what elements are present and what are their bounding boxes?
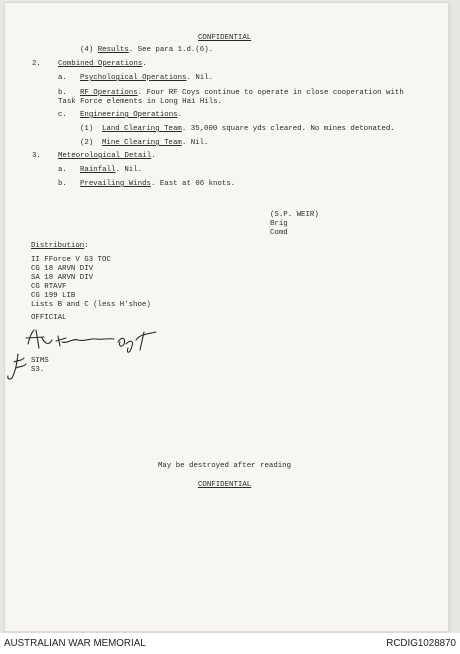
section-2b-line1: RF Operations. Four RF Coys continue to operate in close cooperation with — [80, 89, 404, 97]
section-2a-heading: Psychological Operations — [80, 74, 187, 82]
archive-footer — [0, 633, 460, 654]
section-2b-line2: Task Force elements in Long Hai Hils. — [58, 98, 223, 106]
section-2c2-number: (2) — [80, 139, 94, 147]
distribution-line: CG 199 LIB — [31, 292, 76, 300]
section-3-number: 3. — [32, 152, 41, 160]
distribution-heading-line: Distribution: — [31, 242, 89, 250]
handwritten-signature — [22, 326, 162, 356]
section-2c2-heading: Mine Clearing Team — [102, 139, 182, 147]
section-2c-heading: Engineering Operations — [80, 111, 178, 119]
destroy-note: May be destroyed after reading — [158, 462, 292, 470]
signatory-appointment: S3. — [31, 366, 45, 374]
section-3b-line: Prevailing Winds. East at 06 knots. — [80, 180, 236, 188]
section-3a-line: Rainfall. Nil. — [80, 166, 143, 174]
signature-rank: Brig — [270, 220, 288, 228]
section-2a-letter: a. — [58, 74, 67, 82]
distribution-line: CG RTAVF — [31, 283, 67, 291]
item-4-line — [80, 46, 213, 55]
distribution-heading: Distribution — [31, 242, 85, 250]
item-4-text: . See para 1.d.(6). — [128, 46, 214, 54]
section-3a-letter: a. — [58, 166, 67, 174]
section-2a-line: Psychological Operations. Nil. — [80, 74, 214, 82]
section-2c1-number: (1) — [80, 125, 94, 133]
distribution-line: SA 18 ARVN DIV — [31, 274, 94, 282]
footer-classification: CONFIDENTIAL — [198, 481, 252, 489]
section-3-heading: Meteorological Detail — [58, 152, 152, 160]
initials-mark — [4, 352, 28, 382]
section-3b-heading: Prevailing Winds — [80, 180, 151, 188]
section-2c1-heading: Land Clearing Team — [102, 125, 182, 133]
section-2-number: 2. — [32, 60, 41, 68]
section-2-heading-line: Combined Operations. — [58, 60, 147, 68]
section-3a-heading: Rainfall — [80, 166, 116, 174]
signature-appointment: Comd — [270, 229, 288, 237]
signature-name: (S.P. WEIR) — [270, 211, 319, 219]
section-3-heading-line: Meteorological Detail. — [58, 152, 156, 160]
official-label: OFFICIAL — [31, 314, 67, 322]
section-2c-letter: c. — [58, 111, 67, 119]
header-classification: CONFIDENTIAL — [198, 34, 252, 42]
distribution-line: CG 18 ARVN DIV — [31, 265, 94, 273]
section-2b-heading: RF Operations — [80, 89, 138, 97]
section-2c-heading-line: Engineering Operations. — [80, 111, 183, 119]
section-2-heading: Combined Operations — [58, 60, 143, 68]
distribution-line: II FForce V G3 TOC — [31, 256, 111, 264]
section-2c2-line: Mine Clearing Team. Nil. — [102, 139, 209, 147]
section-3b-letter: b. — [58, 180, 67, 188]
item-4-heading: Results — [97, 46, 129, 54]
archive-reference: RCDIG1028870 — [386, 638, 456, 649]
signatory-name: SIMS — [31, 357, 49, 365]
institution-name: AUSTRALIAN WAR MEMORIAL — [4, 638, 146, 649]
distribution-line: Lists B and C (less H'shoe) — [31, 301, 151, 309]
section-2b-letter: b. — [58, 89, 67, 97]
section-2c1-line: Land Clearing Team. 35,000 square yds cleared. No mines detonated. — [102, 125, 395, 133]
item-4-number: (4) — [80, 46, 94, 54]
